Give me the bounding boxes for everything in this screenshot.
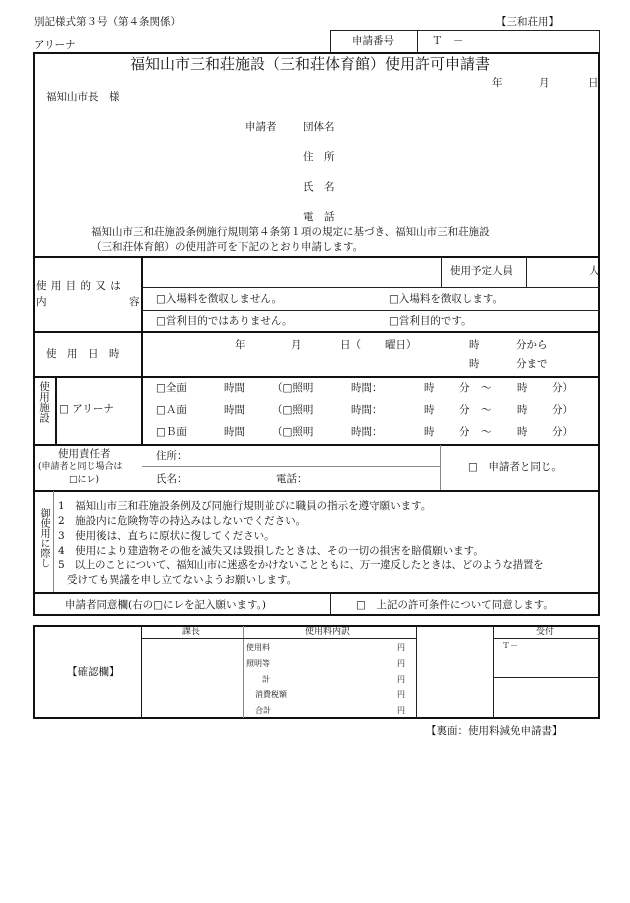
usage-tag: 【三和荘用】 (496, 16, 559, 28)
consent-checkbox[interactable]: □ 上記の許可条件について同意します。 (356, 599, 554, 611)
area-a-checkbox[interactable]: □Ａ面 (156, 404, 187, 416)
reception-value[interactable]: Ｔ－ (502, 641, 518, 650)
usage-min-to[interactable]: 分まで (516, 358, 548, 370)
area-b-m1[interactable]: 分 (459, 426, 470, 438)
area-a-light-time[interactable]: 時間： (351, 404, 383, 416)
form-title: 福知山市三和荘施設（三和荘体育館）使用許可申請書 (130, 55, 491, 73)
area-b-light-time[interactable]: 時間： (351, 426, 383, 438)
footer-note: 【裏面：使用料減免申請書】 (426, 725, 563, 737)
date-day: 日 (588, 77, 599, 89)
responsible-note-line2: □にレ) (69, 475, 100, 485)
area-full-time[interactable]: 時間 (224, 382, 245, 394)
people-unit: 人 (589, 265, 600, 277)
application-number-field[interactable]: Ｔ － (432, 35, 464, 47)
area-full-h1[interactable]: 時 (424, 382, 435, 394)
purpose-input[interactable] (150, 261, 438, 281)
condition-item-3: 3 使用後は、直ちに原状に復してください。 (58, 530, 275, 542)
applicant-phone-label[interactable]: 電 話 (303, 211, 335, 223)
area-b-m2[interactable]: 分） (552, 426, 573, 438)
fee-row-label: 使用料 (246, 643, 270, 652)
area-a-m1[interactable]: 分 (459, 404, 470, 416)
responsible-label: 使用責任者 (58, 448, 111, 460)
responsible-phone-field[interactable]: 電話： (276, 473, 308, 485)
applicant-group-name-label[interactable]: 団体名 (303, 121, 335, 133)
facility-label: 使用施設 (38, 381, 50, 423)
usage-min-from[interactable]: 分から (516, 339, 548, 351)
area-b-checkbox[interactable]: □Ｂ面 (156, 426, 187, 438)
profit-no-checkbox[interactable]: □営利目的ではありません。 (156, 315, 293, 327)
purpose-label-line2-right: 容 (129, 296, 140, 308)
purpose-label-line1: 使 用 目 的 又 は (36, 280, 122, 292)
fee-row-unit: 円 (397, 659, 405, 668)
facility-tag: アリーナ (34, 39, 76, 51)
intro-line-2: （三和荘体育館）の使用許可を下記のとおり申請します。 (91, 241, 364, 253)
usage-day[interactable]: 日（ (340, 339, 361, 351)
chief-label: 課長 (182, 627, 201, 637)
area-a-light-checkbox[interactable]: （□照明 (272, 404, 314, 416)
applicant-address-label[interactable]: 住 所 (303, 151, 335, 163)
area-b-time[interactable]: 時間 (224, 426, 245, 438)
usage-hour-from[interactable]: 時 (469, 339, 480, 351)
fee-row-label: 消費税額 (255, 690, 287, 699)
form-code: 別記様式第３号（第４条関係） (34, 16, 181, 28)
fee-yes-checkbox[interactable]: □入場料を徴収します。 (389, 293, 504, 305)
area-full-m1[interactable]: 分 (459, 382, 470, 394)
applicant-name-label[interactable]: 氏 名 (303, 181, 335, 193)
responsible-note-line1: (申請者と同じ場合は (38, 462, 123, 472)
conditions-label: 御使用に際し (38, 508, 49, 568)
area-full-tilde: ～ (481, 382, 492, 394)
intro-line-1: 福知山市三和荘施設条例施行規則第４条第１項の規定に基づき、福知山市三和荘施設 (91, 226, 490, 238)
area-b-tilde: ～ (481, 426, 492, 438)
condition-item-5: 5 以上のことについて、福知山市に迷惑をかけないことともに、万一違反したときは、どのような措置を (58, 559, 544, 571)
fee-breakdown-label: 使用料内訳 (305, 627, 351, 637)
fee-row-unit: 円 (397, 643, 405, 652)
fee-row-unit: 円 (397, 675, 405, 684)
responsible-address-field[interactable]: 住所： (156, 450, 188, 462)
area-a-time[interactable]: 時間 (224, 404, 245, 416)
usage-datetime-label: 使 用 日 時 (46, 348, 120, 360)
area-full-checkbox[interactable]: □全面 (156, 382, 187, 394)
usage-weekday[interactable]: 曜日） (385, 339, 417, 351)
fee-row-label: 計 (262, 675, 270, 684)
area-a-m2[interactable]: 分） (552, 404, 573, 416)
consent-label: 申請者同意欄(右の□にレを記入願います。) (65, 599, 267, 611)
usage-hour-to[interactable]: 時 (469, 358, 480, 370)
same-as-applicant-checkbox[interactable]: □ 申請者と同じ。 (468, 461, 562, 473)
expected-people-label: 使用予定人員 (450, 265, 513, 277)
usage-year[interactable]: 年 (235, 339, 246, 351)
condition-item-5-cont: 受けても異議を申し立てないようお願いします。 (67, 574, 298, 586)
area-b-h1[interactable]: 時 (424, 426, 435, 438)
fee-no-checkbox[interactable]: □入場料を徴収しません。 (156, 293, 283, 305)
condition-item-2: 2 施設内に危険物等の持込みはしないでください。 (58, 515, 307, 527)
area-full-light-checkbox[interactable]: （□照明 (272, 382, 314, 394)
profit-yes-checkbox[interactable]: □営利目的です。 (389, 315, 472, 327)
area-full-h2[interactable]: 時 (517, 382, 528, 394)
area-a-h2[interactable]: 時 (517, 404, 528, 416)
condition-item-4: 4 使用により建造物その他を滅失又は毀損したときは、その一切の損害を賠償願います。 (58, 545, 484, 557)
confirm-label: 【確認欄】 (67, 666, 120, 678)
area-b-h2[interactable]: 時 (517, 426, 528, 438)
application-number-label: 申請番号 (352, 35, 394, 47)
area-a-tilde: ～ (481, 404, 492, 416)
responsible-name-field[interactable]: 氏名： (156, 473, 188, 485)
usage-month[interactable]: 月 (291, 339, 302, 351)
area-a-h1[interactable]: 時 (424, 404, 435, 416)
area-full-light-time[interactable]: 時間： (351, 382, 383, 394)
reception-label: 受付 (536, 627, 555, 637)
fee-row-label: 照明等 (246, 659, 270, 668)
fee-row-unit: 円 (397, 690, 405, 699)
date-month: 月 (539, 77, 550, 89)
fee-row-unit: 円 (397, 706, 405, 715)
applicant-label: 申請者 (245, 121, 277, 133)
facility-arena-checkbox[interactable]: □ アリーナ (59, 403, 114, 415)
date-year: 年 (492, 77, 503, 89)
condition-item-1: 1 福知山市三和荘施設条例及び同施行規則並びに職員の指示を遵守願います。 (58, 500, 432, 512)
area-b-light-checkbox[interactable]: （□照明 (272, 426, 314, 438)
addressee: 福知山市長 様 (46, 91, 120, 103)
area-full-m2[interactable]: 分） (552, 382, 573, 394)
purpose-label-line2-left: 内 (36, 296, 47, 308)
fee-row-label: 合計 (255, 706, 271, 715)
